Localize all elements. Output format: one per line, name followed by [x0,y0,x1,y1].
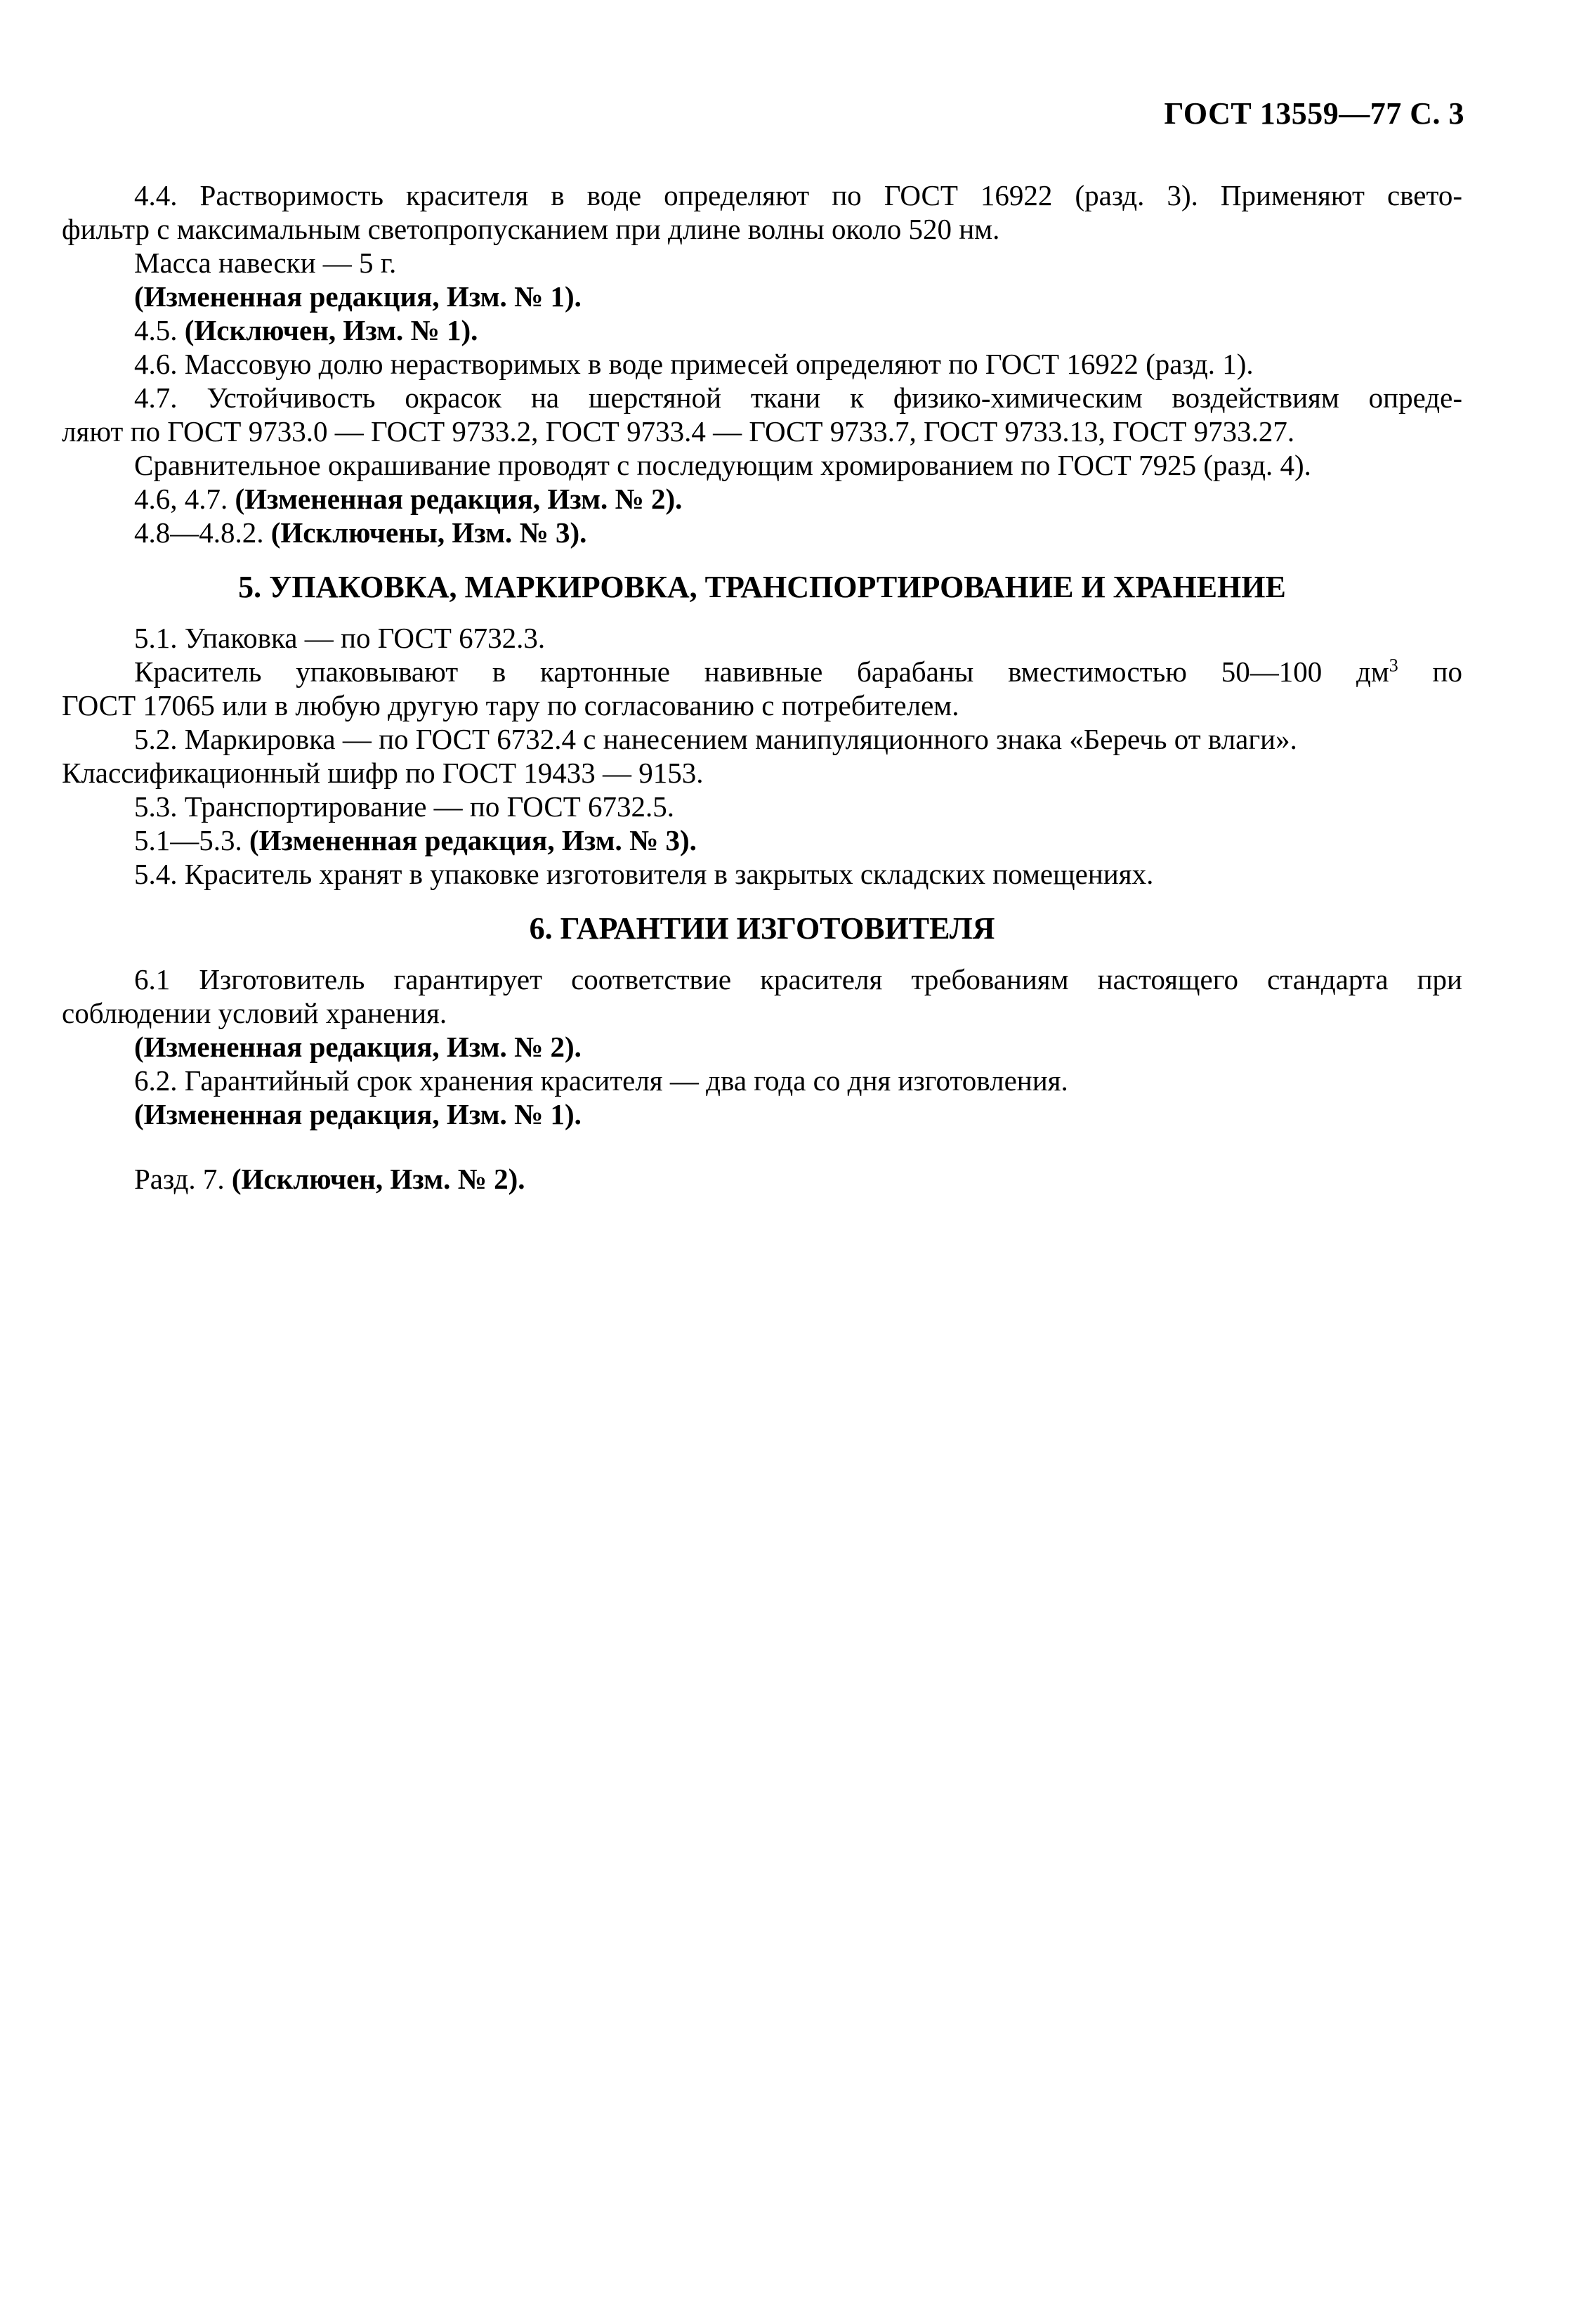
amendment-note-6-1: (Измененная редакция, Изм. № 2). [134,1031,582,1063]
paragraph-5-1-5-3 [62,823,1462,857]
paragraph-5-1: 5.1. Упаковка — по ГОСТ 6732.3. [134,622,546,654]
paragraph-4-6-4-7-note: (Измененная редакция, Изм. № 2). [235,483,683,515]
paragraph-5-1-5-3-note: (Измененная редакция, Изм. № 3). [249,824,697,856]
paragraph-4-4-line-1: 4.4. Растворимость красителя в воде определяют по ГОСТ 16922 (разд. 3). Применяют свето- [134,179,1462,211]
paragraph-6-2: 6.2. Гарантийный срок хранения красителя — два года со дня изготовления. [134,1064,1068,1097]
paragraph-4-5-number: 4.5. [134,314,178,346]
section-7-label: Разд. 7. [134,1163,225,1195]
paragraph-4-6-4-7-number: 4.6, 4.7. [134,483,228,515]
paragraph-4-5 [62,313,1462,347]
paragraph-classification: Классификационный шифр по ГОСТ 19433 — 9153. [62,757,704,789]
cubic-superscript: 3 [1389,655,1398,676]
paragraph-5-3: 5.3. Транспортирование — по ГОСТ 6732.5. [134,790,675,823]
paragraph-4-8-number: 4.8—4.8.2. [134,516,264,549]
paragraph-4-7-line-1: 4.7. Устойчивость окрасок на шерстяной ткани к физико-химическим воздействиям опреде- [134,381,1462,414]
packing-text-end: по [1398,655,1462,688]
paragraph-4-6-4-7 [62,482,1462,516]
paragraph-4-8 [62,516,1462,549]
paragraph-4-8-note: (Исключены, Изм. № 3). [270,516,587,549]
section-5-title: 5. УПАКОВКА, МАРКИРОВКА, ТРАНСПОРТИРОВАНИЕ И ХРАНЕНИЕ [238,570,1286,604]
paragraph-5-1-5-3-number: 5.1—5.3. [134,824,242,856]
paragraph-mass: Масса навески — 5 г. [134,247,397,279]
section-6-title: 6. ГАРАНТИИ ИЗГОТОВИТЕЛЯ [529,911,995,946]
paragraph-5-2: 5.2. Маркировка — по ГОСТ 6732.4 с нанесением манипуляционного знака «Беречь от влаги». [134,723,1297,755]
page-header: ГОСТ 13559—77 С. 3 [1164,96,1464,131]
paragraph-6-1-line-2: соблюдении условий хранения. [62,997,447,1029]
amendment-note-mass: (Измененная редакция, Изм. № 1). [134,280,582,313]
paragraph-comparative-dyeing: Сравнительное окрашивание проводят с последующим хромированием по ГОСТ 7925 (разд. 4). [134,449,1311,481]
paragraph-4-7-line-2: ляют по ГОСТ 9733.0 — ГОСТ 9733.2, ГОСТ 9733.4 — ГОСТ 9733.7, ГОСТ 9733.13, ГОСТ 9733.27. [62,415,1295,448]
spacer [62,1131,1462,1162]
paragraph-4-5-note: (Исключен, Изм. № 1). [184,314,478,346]
paragraph-4-6: 4.6. Массовую долю нерастворимых в воде примесей определяют по ГОСТ 16922 (разд. 1). [134,348,1254,380]
paragraph-section-7 [62,1162,1462,1196]
paragraph-packing-line-2: ГОСТ 17065 или в любую другую тару по согласованию с потребителем. [62,689,959,722]
document-body [62,178,1462,1196]
packing-text: Краситель упаковывают в картонные навивные барабаны вместимостью 50—100 дм [134,655,1389,688]
paragraph-packing-line-1 [62,655,1462,688]
section-7-note: (Исключен, Изм. № 2). [231,1163,525,1195]
paragraph-6-1-line-1: 6.1 Изготовитель гарантирует соответствие красителя требованиям настоящего стандарта при [134,963,1462,995]
paragraph-5-4: 5.4. Краситель хранят в упаковке изготовителя в закрытых складских помещениях. [134,858,1154,890]
paragraph-4-4-line-2: фильтр с максимальным светопропусканием при длине волны около 520 нм. [62,213,1000,245]
amendment-note-6-2: (Измененная редакция, Изм. № 1). [134,1098,582,1130]
